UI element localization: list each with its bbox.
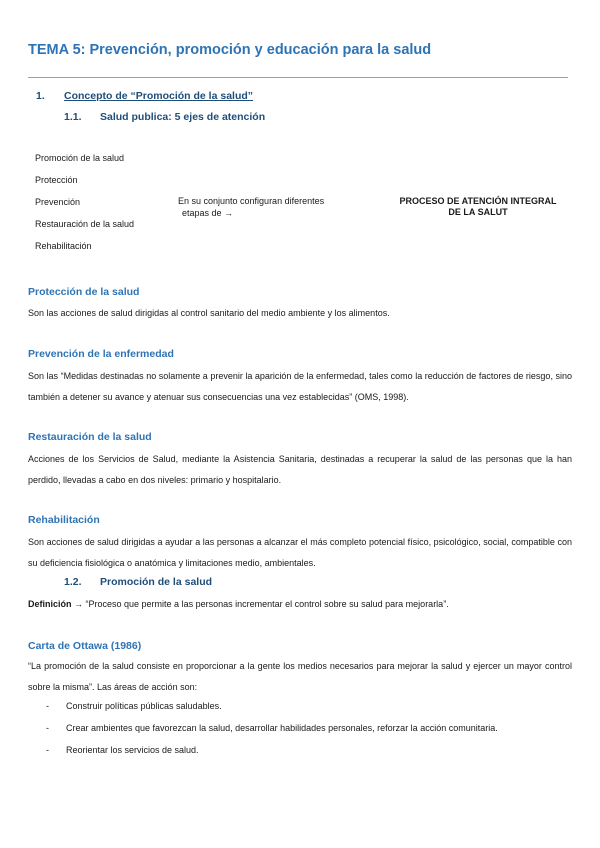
subsection-number: 1.1. xyxy=(64,111,82,123)
definition-line xyxy=(28,599,449,609)
eje-item: Prevención xyxy=(35,197,81,207)
paragraph-prevencion: Son las “Medidas destinadas no solamente a prevenir la aparición de la enfermedad, tales como la reducción de factores de riesgo, sino también a detener su avance y atenuar sus consecuencias una vez establecidas” (OMS, 1998). xyxy=(28,371,572,402)
integral-process-label: PROCESO DE ATENCIÓN INTEGRAL DE LA SALUT xyxy=(399,196,557,217)
paragraph-restauracion: Acciones de los Servicios de Salud, mediante la Asistencia Sanitaria, destinadas a recuperar la salud de las personas que la han perdido, llevadas a cabo en dos niveles: primario y hospitalario. xyxy=(28,454,572,485)
heading-restauracion: Restauración de la salud xyxy=(28,431,152,443)
eje-item: Restauración de la salud xyxy=(35,219,135,229)
list-item-text: Construir políticas públicas saludables. xyxy=(66,701,222,711)
dash-bullet: - xyxy=(46,723,49,733)
subsection-title: Promoción de la salud xyxy=(100,576,213,588)
eje-item: Promoción de la salud xyxy=(35,153,125,163)
eje-item: Rehabilitación xyxy=(35,241,92,251)
title-divider xyxy=(28,77,568,78)
definition-label: Definición xyxy=(28,599,72,609)
heading-ottawa: Carta de Ottawa (1986) xyxy=(28,640,142,652)
definition-text: → “Proceso que permite a las personas incrementar el control sobre su salud para mejorarla”. xyxy=(71,599,449,609)
subsection-title: Salud publica: 5 ejes de atención xyxy=(100,111,266,123)
heading-proteccion: Protección de la salud xyxy=(28,286,140,298)
middle-text-line2: etapas de → xyxy=(182,208,234,218)
middle-text-line1: En su conjunto configuran diferentes xyxy=(178,196,325,206)
eje-item: Protección xyxy=(35,175,78,185)
heading-rehabilitacion: Rehabilitación xyxy=(28,514,100,526)
dash-bullet: - xyxy=(46,701,49,711)
dash-bullet: - xyxy=(46,745,49,755)
list-item-text: Reorientar los servicios de salud. xyxy=(66,745,199,755)
heading-prevencion: Prevención de la enfermedad xyxy=(28,348,174,360)
list-item-text: Crear ambientes que favorezcan la salud, desarrollar habilidades personales, reforzar la acción comunitaria. xyxy=(66,723,498,733)
paragraph-proteccion: Son las acciones de salud dirigidas al control sanitario del medio ambiente y los alimentos. xyxy=(28,308,390,318)
section-number: 1. xyxy=(36,90,45,102)
section-title: Concepto de “Promoción de la salud” xyxy=(64,90,254,102)
subsection-number: 1.2. xyxy=(64,576,82,588)
paragraph-ottawa: “La promoción de la salud consiste en proporcionar a la gente los medios necesarios para mejorar la salud y ejercer un mayor control sobre la misma”. Las áreas de acción son: xyxy=(28,661,572,692)
paragraph-rehabilitacion: Son acciones de salud dirigidas a ayudar a las personas a alcanzar el más completo potencial físico, psicológico, social, compatible con su deficiencia fisiológica o anatómica y limitaciones medio, ambientales. xyxy=(28,537,572,568)
page-title: TEMA 5: Prevención, promoción y educación para la salud xyxy=(28,42,432,58)
